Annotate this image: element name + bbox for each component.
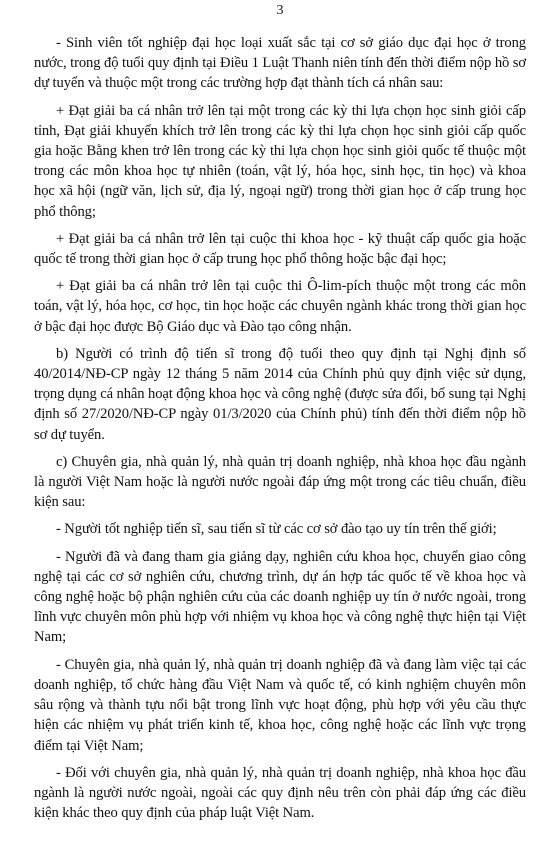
document-body xyxy=(34,33,526,830)
page-number: 3 xyxy=(276,3,284,18)
paragraph-managers: - Chuyên gia, nhà quản lý, nhà quản trị doanh nghiệp đã và đang làm việc tại các doanh nghiệp, tổ chức hàng đầu Việt Nam và quốc tế, có kinh nghiệm chuyên môn sâu rộng và thành tựu nổi bật trong lĩnh vực hoạt động, phù hợp với yêu cầu thực hiện các nhiệm vụ phát triển kinh tế, khoa học, công nghệ hoặc các lĩnh vực trọng điểm tại Việt Nam; xyxy=(34,656,526,754)
paragraph-provincial-national-award: + Đạt giải ba cá nhân trở lên tại một trong các kỳ thi lựa chọn học sinh giỏi cấp tỉnh, Đạt giải khuyến khích trở lên trong các kỳ thi lựa chọn học sinh giỏi cấp quốc gia hoặc Bằng khen trở lên trong các kỳ thi lựa chọn học sinh giỏi quốc tế thuộc một trong các môn khoa học tự nhiên (toán, vật lý, hóa học, sinh học, tin học) và khoa học xã hội (ngữ văn, lịch sử, địa lý, ngoại ngữ) trong thời gian học ở cấp trung học phổ thông; xyxy=(34,102,526,220)
paragraph-phd-graduates: - Người tốt nghiệp tiến sĩ, sau tiến sĩ từ các cơ sở đào tạo uy tín trên thế giới; xyxy=(56,521,497,538)
paragraph-experts: c) Chuyên gia, nhà quản lý, nhà quản trị doanh nghiệp, nhà khoa học đầu ngành là người Việt Nam hoặc là người nước ngoài đáp ứng một trong các tiêu chuẩn, điều kiện sau: xyxy=(34,453,526,511)
paragraph-graduate-criteria: - Sinh viên tốt nghiệp đại học loại xuất sắc tại cơ sở giáo dục đại học ở trong nước, trong độ tuổi quy định tại Điều 1 Luật Thanh niên tính đến thời điểm nộp hồ sơ dự tuyển và thuộc một trong các trường hợp đạt thành tích cá nhân sau: xyxy=(34,35,526,92)
paragraph-doctorate: b) Người có trình độ tiến sĩ trong độ tuổi theo quy định tại Nghị định số 40/2014/NĐ-CP ngày 12 tháng 5 năm 2014 của Chính phủ quy định việc sử dụng, trọng dụng cá nhân hoạt động khoa học và công nghệ (được sửa đổi, bổ sung tại Nghị định số 27/2020/NĐ-CP ngày 01/3/2020 của Chính phủ) tính đến thời điểm nộp hồ sơ dự tuyển. xyxy=(34,345,526,443)
paragraph-foreigners: - Đối với chuyên gia, nhà quản lý, nhà quản trị doanh nghiệp, nhà khoa học đầu ngành là người nước ngoài, ngoài các quy định nêu trên còn phải đáp ứng các điều kiện khác theo quy định của pháp luật Việt Nam. xyxy=(34,764,526,822)
paragraph-olympiad-award: + Đạt giải ba cá nhân trở lên tại cuộc thi Ô-lim-pích thuộc một trong các môn toán, vật lý, hóa học, cơ học, tin học hoặc các chuyên ngành khác trong thời gian học ở bậc đại học được Bộ Giáo dục và Đào tạo công nhận. xyxy=(34,278,526,335)
paragraph-science-tech-award: + Đạt giải ba cá nhân trở lên tại cuộc thi khoa học - kỹ thuật cấp quốc gia hoặc quốc tế trong thời gian học ở cấp trung học phổ thông hoặc bậc đại học; xyxy=(34,230,526,268)
paragraph-teaching-research: - Người đã và đang tham gia giảng dạy, nghiên cứu khoa học, chuyển giao công nghệ tại các cơ sở nghiên cứu, chương trình, dự án hợp tác quốc tế về khoa học và công nghệ hoặc bộ phận nghiên cứu của các doanh nghiệp uy tín ở nước ngoài, trong lĩnh vực chuyên môn phù hợp với nhiệm vụ khoa học và công nghệ thực hiện tại Việt Nam; xyxy=(34,548,526,646)
